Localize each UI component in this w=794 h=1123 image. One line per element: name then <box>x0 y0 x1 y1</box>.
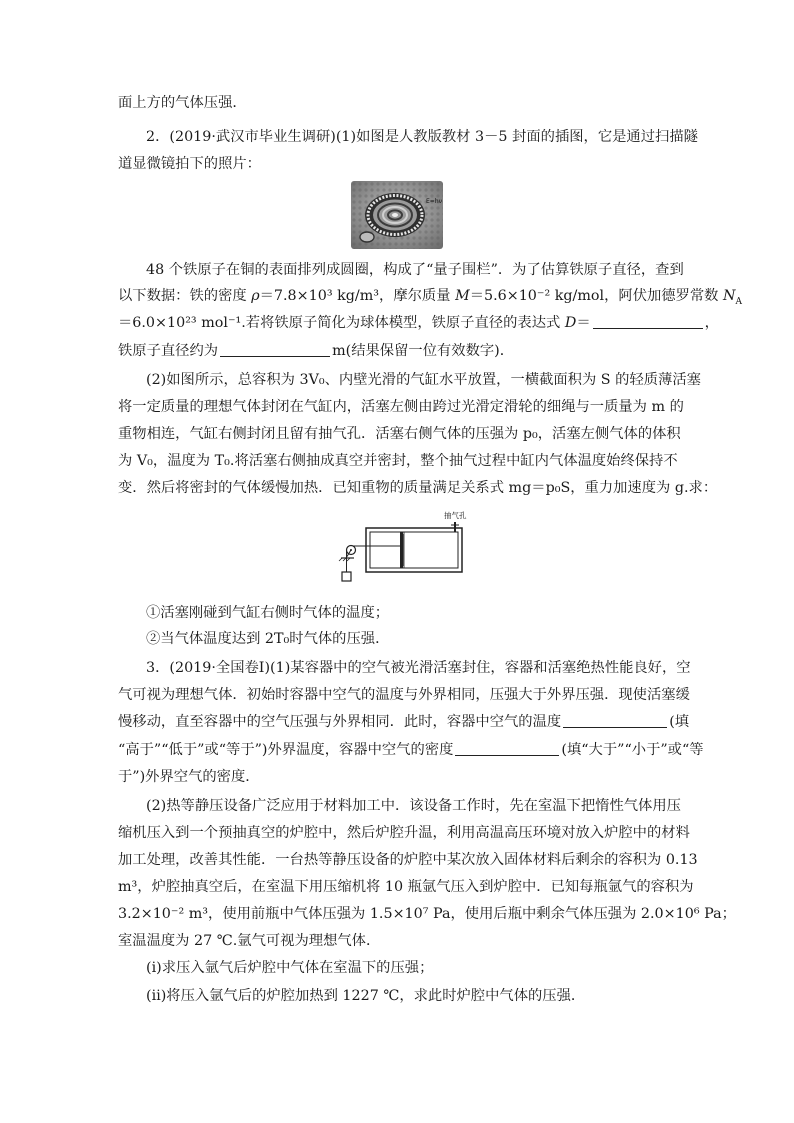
question-2: ②当气体温度达到 2T₀时气体的压强． <box>146 631 390 647</box>
text-line-16: 气可视为理想气体．初始时容器中空气的温度与外界相同，压强大于外界压强．现使活塞缓 <box>118 687 690 703</box>
text-line-5: 以下数据：铁的密度 ρ＝7.8×10³ kg/m³，摩尔质量 M＝5.6×10⁻² kg/mol，阿伏加德罗常数 $N_A$ <box>118 288 743 307</box>
text-line-11: 为 V₀，温度为 T₀.将活塞右侧抽成真空并密封，整个抽气过程中缸内气体温度始终保持不 <box>118 453 678 469</box>
text-line-8: (2)如图所示，总容积为 3V₀、内壁光滑的气缸水平放置，一横截面积为 S 的轻质薄活塞 <box>146 372 701 388</box>
text-line-1: 面上方的气体压强． <box>118 95 247 111</box>
text-line-4: 48 个铁原子在铜的表面排列成圆圈，构成了“量子围栏”．为了估算铁原子直径，查到 <box>146 262 684 278</box>
answer-blank-temperature[interactable] <box>563 713 667 728</box>
problem-3-intro: 3．(2019·全国卷Ⅰ)(1)某容器中的空气被光滑活塞封住，容器和活塞绝热性能良好，空 <box>146 660 691 676</box>
text-line-10: 重物相连，气缸右侧封闭且留有抽气孔．活塞右侧气体的压强为 p₀，活塞左侧气体的体积 <box>118 426 681 442</box>
text-line-21: 缩机压入到一个预抽真空的炉腔中，然后炉腔升温，利用高温高压环境对放入炉腔中的材料 <box>118 825 690 841</box>
answer-blank-diameter-value[interactable] <box>220 342 330 357</box>
text-line-6: ＝6.0×10²³ mol⁻¹.若将铁原子简化为球体模型，铁原子直径的表达式 D＝ ， <box>118 315 719 331</box>
text-line-24: 3.2×10⁻² m³，使用前瓶中气体压强为 1.5×10⁷ Pa，使用后瓶中剩余气体压强为 2.0×10⁶ Pa； <box>118 906 736 922</box>
problem-2-intro: 2．(2019·武汉市毕业生调研)(1)如图是人教版教材 3－5 封面的插图，它是通过扫描隧 <box>146 129 698 145</box>
text-line-17: 慢移动，直至容器中的空气压强与外界相同．此时，容器中空气的温度 (填 <box>118 714 690 730</box>
answer-blank-density[interactable] <box>455 741 559 756</box>
text-line-19: 于”)外界空气的密度． <box>118 769 260 785</box>
text-line-3: 道显微镜拍下的照片： <box>118 156 261 172</box>
text-line-9: 将一定质量的理想气体封闭在气缸内，活塞左侧由跨过光滑定滑轮的细绳与一质量为 m 的 <box>118 399 684 415</box>
sub-question-i: (ⅰ)求压入氩气后炉腔中气体在室温下的压强； <box>146 960 434 976</box>
text-line-12: 变．然后将密封的气体缓慢加热．已知重物的质量满足关系式 mg＝p₀S，重力加速度为 g.求： <box>118 480 718 496</box>
text-line-18: “高于”“低于”或“等于”)外界温度，容器中空气的密度 (填“大于”“小于”或“等 <box>118 742 704 758</box>
text-line-25: 室温温度为 27 ℃.氩气可视为理想气体． <box>118 933 381 949</box>
exhaust-port-label: 抽气孔 <box>444 511 467 520</box>
question-1: ①活塞刚碰到气缸右侧时气体的温度； <box>146 605 390 621</box>
quantum-corral-image <box>351 181 443 249</box>
cylinder-diagram-svg <box>338 510 478 590</box>
cylinder-piston-diagram <box>338 510 478 590</box>
photo-label: E=hν <box>426 198 442 205</box>
text-line-23: m³，炉腔抽真空后，在室温下用压缩机将 10 瓶氩气压入到炉腔中．已知每瓶氩气的容积为 <box>118 879 694 895</box>
text-line-20: (2)热等静压设备广泛应用于材料加工中．该设备工作时，先在室温下把惰性气体用压 <box>146 798 681 814</box>
text-line-7: 铁原子直径约为 m(结果保留一位有效数字)． <box>118 343 515 359</box>
answer-blank-diameter-formula[interactable] <box>593 314 703 329</box>
stm-quantum-corral-photo <box>351 181 443 249</box>
sub-question-ii: (ⅱ)将压入氩气后的炉腔加热到 1227 ℃，求此时炉腔中气体的压强． <box>146 988 586 1004</box>
text-line-22: 加工处理，改善其性能．一台热等静压设备的炉腔中某次放入固体材料后剩余的容积为 0.13 <box>118 852 698 868</box>
